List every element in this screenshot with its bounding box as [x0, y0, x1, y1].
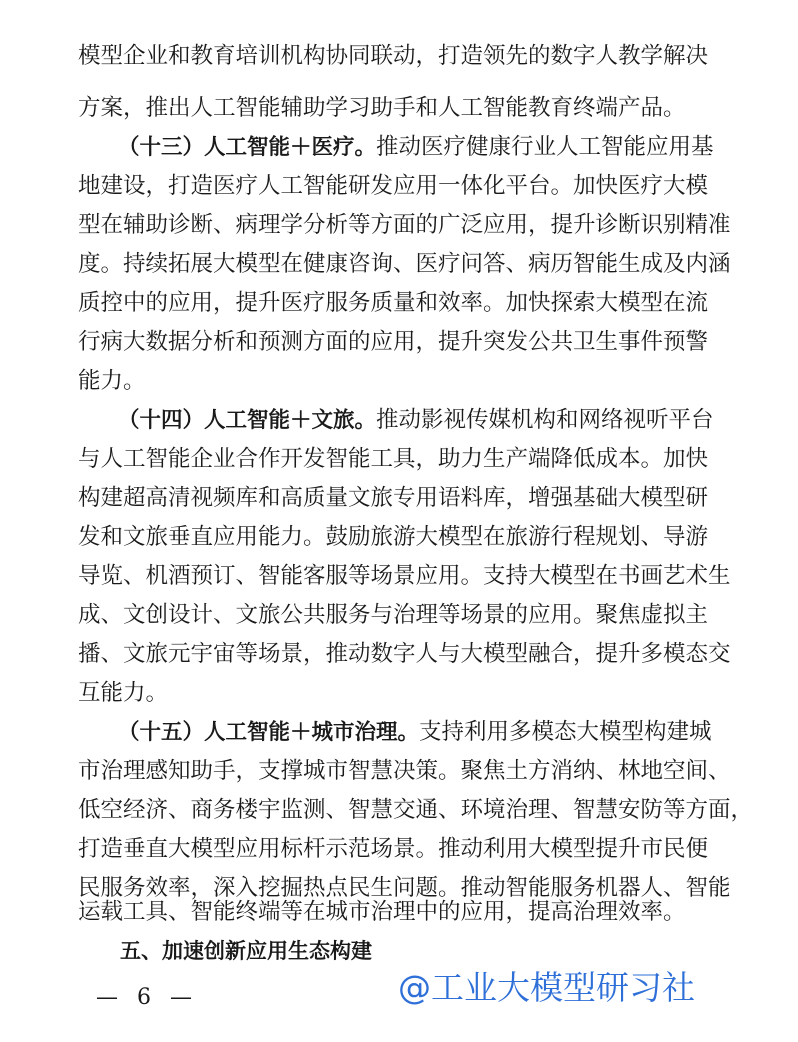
paragraph-line: [118, 715, 712, 749]
section-heading: 五、加速创新应用生态构建: [120, 939, 372, 963]
paragraph-line: 质控中的应用，提升医疗服务质量和效率。加快探索大模型在流: [78, 290, 709, 316]
paragraph-line: 低空经济、商务楼宇监测、智慧交通、环境治理、智慧安防等方面，: [78, 797, 754, 823]
paragraph-line: 民服务效率，深入挖掘热点民生问题。推动智能服务机器人、智能: [78, 875, 731, 901]
paragraph-line: 打造垂直大模型应用标杆示范场景。推动利用大模型提升市民便: [78, 836, 709, 862]
paragraph-text: 推动影视传媒机构和网络视听平台: [376, 407, 714, 433]
paragraph-line: 发和文旅垂直应用能力。鼓励旅游大模型在旅游行程规划、导游: [78, 524, 709, 550]
paragraph-line: 型在辅助诊断、病理学分析等方面的广泛应用，提升诊断识别精准: [78, 212, 731, 238]
paragraph-line: 模型企业和教育培训机构协同联动，打造领先的数字人教学解决: [78, 43, 709, 69]
paragraph-line: 导览、机酒预订、智能客服等场景应用。支持大模型在书画艺术生: [78, 563, 731, 589]
paragraph-line: [118, 130, 714, 164]
paragraph-line: 播、文旅元宇宙等场景，推动数字人与大模型融合，提升多模态交: [78, 641, 731, 667]
paragraph-line: 能力。: [78, 368, 146, 394]
paragraph-line: 方案，推出人工智能辅助学习助手和人工智能教育终端产品。: [78, 95, 686, 121]
paragraph-line: 地建设，打造医疗人工智能研发应用一体化平台。加快医疗大模: [78, 173, 709, 199]
paragraph-line: 市治理感知助手，支撑城市智慧决策。聚焦土方消纳、林地空间、: [78, 758, 731, 784]
paragraph-line: 成、文创设计、文旅公共服务与治理等场景的应用。聚焦虚拟主: [78, 602, 709, 628]
paragraph-text: 支持利用多模态大模型构建城: [419, 719, 712, 745]
subsection-title-medical: （十三）人工智能＋医疗。: [118, 135, 377, 160]
paragraph-line: 运载工具、智能终端等在城市治理中的应用，提高治理效率。: [78, 899, 686, 925]
paragraph-line: [118, 403, 714, 437]
paragraph-line: 行病大数据分析和预测方面的应用，提升突发公共卫生事件预警: [78, 329, 709, 355]
paragraph-line: 度。持续拓展大模型在健康咨询、医疗问答、病历智能生成及内涵: [78, 251, 731, 277]
subsection-title-culture: （十四）人工智能＋文旅。: [118, 408, 377, 433]
paragraph-line: 与人工智能企业合作开发智能工具，助力生产端降低成本。加快: [78, 446, 709, 472]
paragraph-line: 构建超高清视频库和高质量文旅专用语料库，增强基础大模型研: [78, 485, 709, 511]
paragraph-text: 推动医疗健康行业人工智能应用基: [376, 134, 714, 160]
subsection-title-city: （十五）人工智能＋城市治理。: [118, 720, 420, 745]
watermark-text: @工业大模型研习社: [398, 968, 695, 1007]
paragraph-line: 互能力。: [78, 680, 169, 706]
page-number: — 6 —: [96, 985, 198, 1010]
